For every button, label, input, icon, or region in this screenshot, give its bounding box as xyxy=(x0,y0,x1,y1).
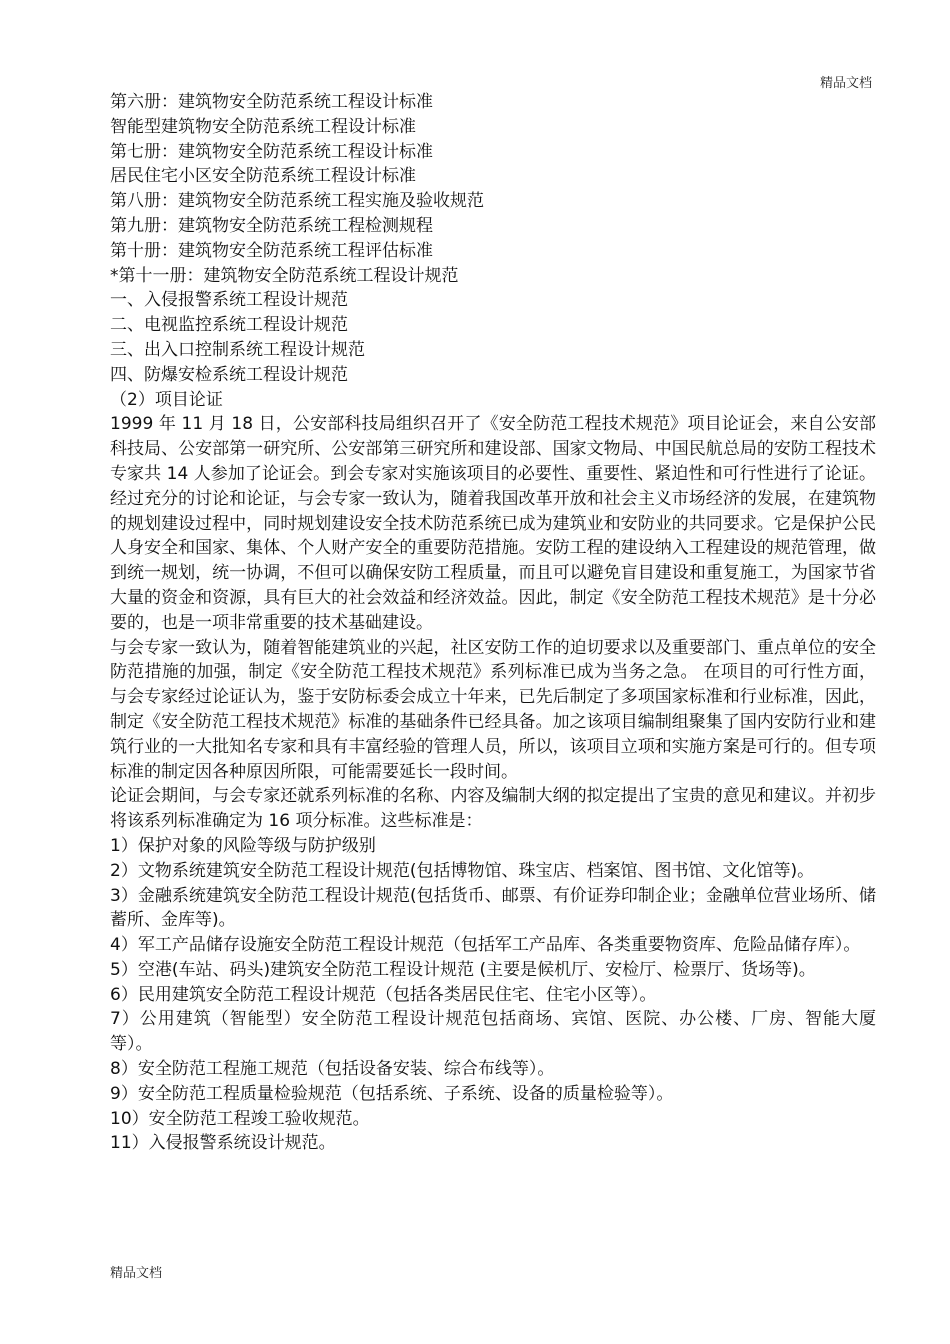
list-item: 2）文物系统建筑安全防范工程设计规范(包括博物馆、珠宝店、档案馆、图书馆、文化馆等)。 xyxy=(110,860,815,881)
text-line: 第七册：建筑物安全防范系统工程设计标准 xyxy=(110,141,433,162)
section-heading: （2）项目论证 xyxy=(110,389,223,410)
list-item: 11）入侵报警系统设计规范。 xyxy=(110,1133,336,1154)
page-header: 精品文档 xyxy=(819,76,872,91)
text-line: *第十一册：建筑物安全防范系统工程设计规范 xyxy=(110,265,459,286)
text-line: 一、入侵报警系统工程设计规范 xyxy=(110,290,348,311)
list-item: 3）金融系统建筑安全防范工程设计规范(包括货币、邮票、有价证券印制企业；金融单位营业场所、储蓄所、金库等)。 xyxy=(110,885,876,931)
list-item: 10）安全防范工程竣工验收规范。 xyxy=(110,1108,370,1129)
page-footer: 精品文档 xyxy=(110,1266,163,1281)
paragraph: 与会专家一致认为，随着智能建筑业的兴起，社区安防工作的迫切要求以及重要部门、重点单位的安全防范措施的加强，制定《安全防范工程技术规范》系列标准已成为当务之急。 在项目的可行性方面，与会专家经过论证认为，鉴于安防标委会成立十年来，已先后制定了多项国家标准和行业标准，因此，制定《安全防范工程技术规范》标准的基础条件已经具备。加之该项目编制组聚集了国内安防行业和建筑行业的一大批知名专家和具有丰富经验的管理人员，所以，该项目立项和实施方案是可行的。但专项标准的制定因各种原因所限，可能需要延长一段时间。 xyxy=(110,637,876,782)
text-line: 三、出入口控制系统工程设计规范 xyxy=(110,339,365,360)
list-item: 4）军工产品储存设施安全防范工程设计规范（包括军工产品库、各类重要物资库、危险品储存库）。 xyxy=(110,935,861,956)
list-item: 1）保护对象的风险等级与防护级别 xyxy=(110,835,376,856)
list-item: 5）空港(车站、码头)建筑安全防范工程设计规范 (主要是候机厅、安检厅、检票厅、货场等)。 xyxy=(110,959,816,980)
text-line: 智能型建筑物安全防范系统工程设计标准 xyxy=(110,116,416,137)
text-line: 第九册：建筑物安全防范系统工程检测规程 xyxy=(110,215,433,236)
text-line: 四、防爆安检系统工程设计规范 xyxy=(110,364,348,385)
text-line: 第六册：建筑物安全防范系统工程设计标准 xyxy=(110,92,433,112)
text-line: 第八册：建筑物安全防范系统工程实施及验收规范 xyxy=(110,191,484,212)
paragraph: 论证会期间，与会专家还就系列标准的名称、内容及编制大纲的拟定提出了宝贵的意见和建议。并初步将该系列标准确定为 16 项分标准。这些标准是： xyxy=(110,786,876,832)
list-item: 7）公用建筑（智能型）安全防范工程设计规范包括商场、宾馆、医院、办公楼、厂房、智能大厦等）。 xyxy=(110,1009,876,1055)
paragraph: 1999 年 11 月 18 日，公安部科技局组织召开了《安全防范工程技术规范》项目论证会，来自公安部科技局、公安部第一研究所、公安部第三研究所和建设部、国家文物局、中国民航总局的安防工程技术专家共 14 人参加了论证会。到会专家对实施该项目的必要性、重要性、紧迫性和可行性进行了论证。经过充分的讨论和论证，与会专家一致认为，随着我国改革开放和社会主义市场经济的发展，在建筑物的规划建设过程中，同时规划建设安全技术防范系统已成为建筑业和安防业的共同要求。它是保护公民人身安全和国家、集体、个人财产安全的重要防范措施。安防工程的建设纳入工程建设的规范管理，做到统一规划，统一协调，不但可以确保安防工程质量，而且可以避免盲目建设和重复施工，为国家节省大量的资金和资源，具有巨大的社会效益和经济效益。因此，制定《安全防范工程技术规范》是十分必要的，也是一项非常重要的技术基础建设。 xyxy=(110,414,876,633)
document-body xyxy=(110,90,876,1156)
text-line: 第十册：建筑物安全防范系统工程评估标准 xyxy=(110,240,433,261)
text-line: 二、电视监控系统工程设计规范 xyxy=(110,315,348,336)
list-item: 8）安全防范工程施工规范（包括设备安装、综合布线等）。 xyxy=(110,1059,555,1080)
list-item: 9）安全防范工程质量检验规范（包括系统、子系统、设备的质量检验等）。 xyxy=(110,1083,674,1104)
list-item: 6）民用建筑安全防范工程设计规范（包括各类居民住宅、住宅小区等）。 xyxy=(110,984,657,1005)
text-line: 居民住宅小区安全防范系统工程设计标准 xyxy=(110,166,416,187)
